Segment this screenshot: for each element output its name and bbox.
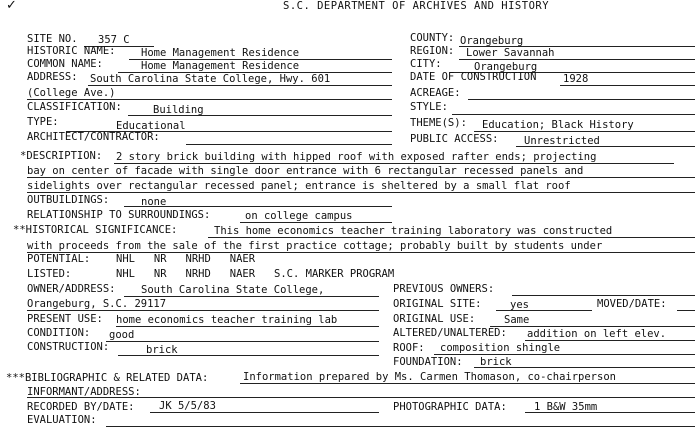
roof-value: composition shingle (440, 342, 561, 354)
county-value: Orangeburg (460, 35, 524, 47)
description-rule-3 (27, 192, 695, 193)
themes-label: THEME(S): (410, 117, 467, 129)
original-use-value: Same (504, 314, 530, 326)
original-site-label: ORIGINAL SITE: (393, 298, 482, 310)
relationship-rule (240, 222, 392, 223)
check-mark: ✓ (6, 0, 17, 13)
architect-rule (186, 144, 392, 145)
address-value-line-1: South Carolina State College, Hwy. 601 (90, 73, 331, 85)
present-use-value: home economics teacher training lab (116, 314, 338, 326)
photographic-value: 1 B&W 35mm (534, 401, 598, 413)
address-label: ADDRESS: (27, 71, 78, 83)
recorded-value: JK 5/5/83 (159, 400, 216, 412)
themes-value: Education; Black History (482, 119, 634, 131)
roof-label: ROOF: (393, 342, 425, 354)
themes-rule (474, 131, 695, 132)
present-use-label: PRESENT USE: (27, 313, 103, 325)
description-rule-1 (114, 163, 674, 164)
public-access-value: Unrestricted (524, 135, 600, 147)
historic-name-label: HISTORIC NAME: (27, 45, 116, 57)
description-rule-2 (27, 177, 695, 178)
recorded-rule (150, 412, 379, 413)
county-label: COUNTY: (410, 32, 455, 44)
description-line-3: sidelights over rectangular recessed panel; entrance is sheltered by a small flat roof (27, 180, 571, 192)
evaluation-rule (106, 426, 695, 427)
condition-value: good (109, 329, 135, 341)
construction-label: CONSTRUCTION: (27, 341, 110, 353)
date-construction-value: 1928 (563, 73, 589, 85)
condition-rule (106, 341, 379, 342)
acreage-label: ACREAGE: (410, 87, 461, 99)
construction-rule (118, 355, 379, 356)
informant-label: INFORMANT/ADDRESS: (27, 386, 141, 398)
city-value: Orangeburg (474, 61, 538, 73)
public-access-rule (516, 146, 695, 147)
architect-label: ARCHITECT/CONTRACTOR: (27, 131, 160, 143)
type-value: Educational (116, 120, 186, 132)
relationship-value: on college campus (245, 210, 353, 222)
owner-rule-1 (124, 296, 379, 297)
address-rule-2 (27, 99, 392, 100)
relationship-label: RELATIONSHIP TO SURROUNDINGS: (27, 209, 211, 221)
description-label: *DESCRIPTION: (20, 150, 103, 162)
significance-label: **HISTORICAL SIGNIFICANCE: (13, 224, 178, 236)
description-line-1: 2 story brick building with hipped roof with exposed rafter ends; projecting (116, 151, 597, 163)
region-value: Lower Savannah (466, 47, 555, 59)
owner-label: OWNER/ADDRESS: (27, 283, 116, 295)
previous-owners-rule (512, 295, 695, 296)
classification-rule (128, 115, 392, 116)
significance-line-1: This home economics teacher training laboratory was constructed (214, 225, 613, 237)
previous-owners-label: PREVIOUS OWNERS: (393, 283, 495, 295)
construction-value: brick (146, 344, 178, 356)
form-title: S.C. DEPARTMENT OF ARCHIVES AND HISTORY (283, 0, 550, 12)
original-use-label: ORIGINAL USE: (393, 313, 476, 325)
address-rule-1 (88, 85, 392, 86)
site-no-label: SITE NO. (27, 33, 78, 45)
type-label: TYPE: (27, 116, 59, 128)
date-construction-label: DATE OF CONSTRUCTION (410, 71, 537, 83)
moved-rule (677, 310, 695, 311)
classification-label: CLASSIFICATION: (27, 101, 122, 113)
classification-value: Building (153, 104, 204, 116)
address-value-line-2: (College Ave.) (27, 87, 116, 99)
style-label: STYLE: (410, 101, 448, 113)
recorded-label: RECORDED BY/DATE: (27, 401, 135, 413)
condition-label: CONDITION: (27, 327, 91, 339)
acreage-rule (468, 99, 695, 100)
owner-rule-2 (27, 310, 379, 311)
description-line-2: bay on center of facade with single door entrance with 6 rectangular recessed panels and (27, 165, 584, 177)
city-label: CITY: (410, 58, 442, 70)
bibliographic-rule (240, 383, 695, 384)
bibliographic-label: ***BIBLIOGRAPHIC & RELATED DATA: (6, 372, 209, 384)
outbuildings-value: none (141, 196, 167, 208)
photographic-label: PHOTOGRAPHIC DATA: (393, 401, 507, 413)
informant-rule (27, 397, 695, 398)
altered-label: ALTERED/UNALTERED: (393, 327, 507, 339)
style-rule (452, 114, 695, 115)
moved-label: MOVED/DATE: (597, 298, 667, 310)
common-name-value: Home Management Residence (141, 60, 300, 72)
common-name-label: COMMON NAME: (27, 58, 103, 70)
region-label: REGION: (410, 45, 455, 57)
photographic-rule (525, 412, 695, 413)
altered-rule (525, 340, 695, 341)
historic-name-value: Home Management Residence (141, 47, 300, 59)
foundation-label: FOUNDATION: (393, 356, 463, 368)
present-use-rule (116, 326, 379, 327)
foundation-value: brick (480, 356, 512, 368)
date-construction-rule (560, 85, 695, 86)
outbuildings-label: OUTBUILDINGS: (27, 194, 110, 206)
significance-rule-1 (208, 237, 695, 238)
listed-label: LISTED: (27, 268, 72, 280)
site-no-value: 357 C (98, 34, 130, 46)
evaluation-label: EVALUATION: (27, 414, 97, 426)
roof-rule (434, 354, 695, 355)
owner-value-line-2: Orangeburg, S.C. 29117 (27, 298, 167, 310)
bibliographic-value: Information prepared by Ms. Carmen Thomason, co-chairperson (243, 371, 616, 383)
outbuildings-rule (124, 206, 392, 207)
region-rule (459, 59, 695, 60)
original-site-value: yes (510, 299, 529, 311)
potential-options: NHL NR NRHD NAER (116, 253, 256, 265)
public-access-label: PUBLIC ACCESS: (410, 133, 499, 145)
original-use-rule (490, 326, 695, 327)
potential-label: POTENTIAL: (27, 253, 91, 265)
altered-value: addition on left elev. (527, 328, 667, 340)
significance-line-2: with proceeds from the sale of the first practice cottage; probably built by students under (27, 240, 603, 252)
owner-value-line-1: South Carolina State College, (141, 284, 325, 296)
foundation-rule (474, 367, 695, 368)
original-site-rule (496, 310, 592, 311)
listed-options: NHL NR NRHD NAER S.C. MARKER PROGRAM (116, 268, 395, 280)
